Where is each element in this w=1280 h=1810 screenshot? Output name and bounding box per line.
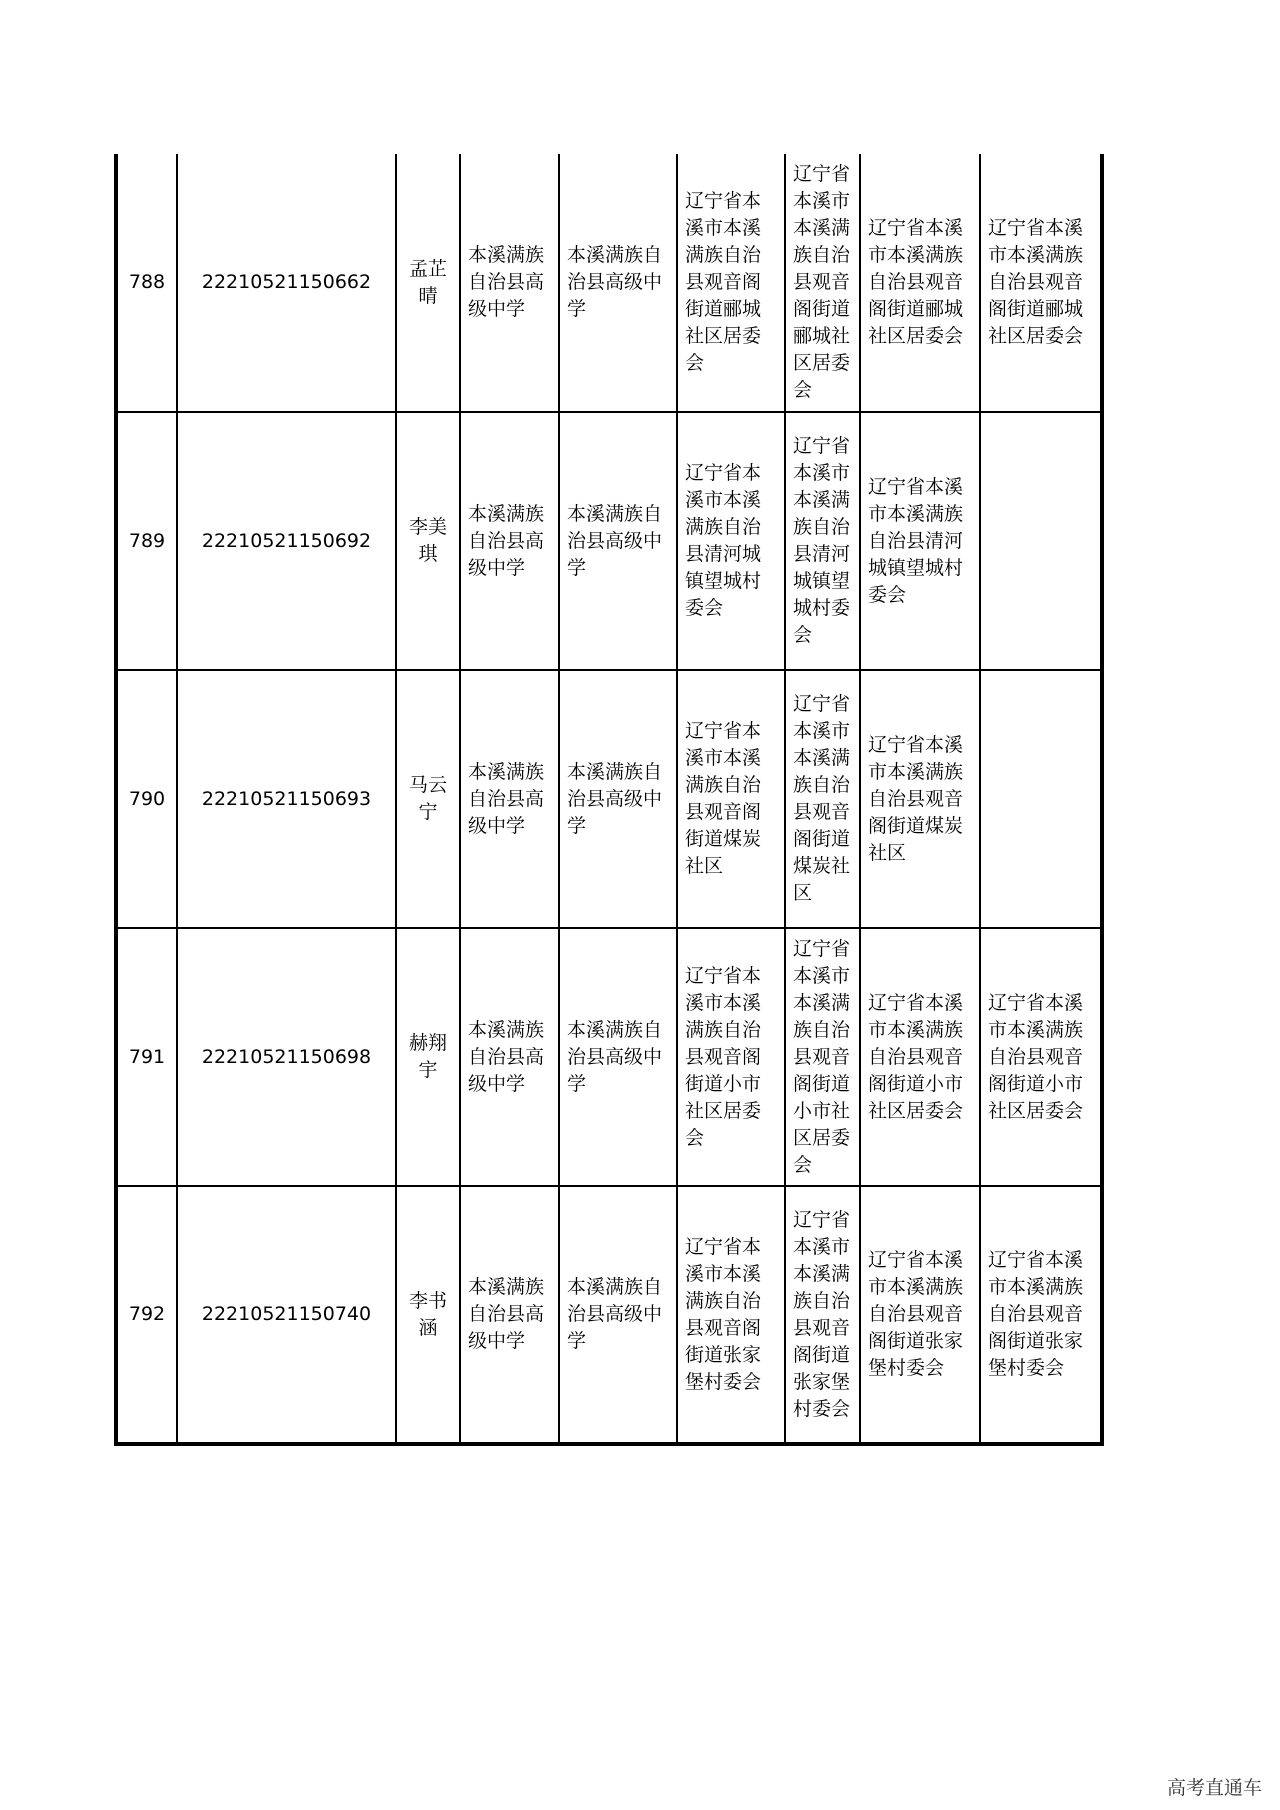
- address-cell-1: 辽宁省本溪市本溪满族自治县观音阁街道小市社区居委会: [677, 928, 785, 1186]
- table-row: [116, 412, 1102, 670]
- address-cell-2: 辽宁省本溪市本溪满族自治县观音阁街道郦城社区居委会: [785, 154, 860, 412]
- address-cell-4: [980, 670, 1102, 928]
- row-number-cell: 790: [116, 670, 177, 928]
- school-cell-2: 本溪满族自治县高级中学: [559, 154, 677, 412]
- row-number-cell: 789: [116, 412, 177, 670]
- school-cell-2: 本溪满族自治县高级中学: [559, 1186, 677, 1444]
- candidate-id-cell: 22210521150662: [177, 154, 396, 412]
- address-cell-2: 辽宁省本溪市本溪满族自治县观音阁街道张家堡村委会: [785, 1186, 860, 1444]
- roster-table: [114, 154, 1104, 1446]
- address-cell-1: 辽宁省本溪市本溪满族自治县观音阁街道郦城社区居委会: [677, 154, 785, 412]
- table-row: [116, 928, 1102, 1186]
- address-cell-3: 辽宁省本溪市本溪满族自治县观音阁街道郦城社区居委会: [860, 154, 980, 412]
- candidate-id-cell: 22210521150698: [177, 928, 396, 1186]
- address-cell-3: 辽宁省本溪市本溪满族自治县观音阁街道煤炭社区: [860, 670, 980, 928]
- address-cell-2: 辽宁省本溪市本溪满族自治县观音阁街道煤炭社区: [785, 670, 860, 928]
- address-cell-3: 辽宁省本溪市本溪满族自治县观音阁街道张家堡村委会: [860, 1186, 980, 1444]
- address-cell-2: 辽宁省本溪市本溪满族自治县清河城镇望城村委会: [785, 412, 860, 670]
- school-cell: 本溪满族自治县高级中学: [460, 1186, 559, 1444]
- address-cell-3: 辽宁省本溪市本溪满族自治县清河城镇望城村委会: [860, 412, 980, 670]
- address-cell-2: 辽宁省本溪市本溪满族自治县观音阁街道小市社区居委会: [785, 928, 860, 1186]
- student-name-cell: 李书涵: [396, 1186, 460, 1444]
- student-name-cell: 李美琪: [396, 412, 460, 670]
- candidate-id-cell: 22210521150740: [177, 1186, 396, 1444]
- table-row: [116, 1186, 1102, 1444]
- address-cell-4: 辽宁省本溪市本溪满族自治县观音阁街道郦城社区居委会: [980, 154, 1102, 412]
- watermark: 高考直通车: [1166, 1777, 1262, 1799]
- student-name-cell: 马云宁: [396, 670, 460, 928]
- school-cell: 本溪满族自治县高级中学: [460, 412, 559, 670]
- row-number-cell: 791: [116, 928, 177, 1186]
- address-cell-1: 辽宁省本溪市本溪满族自治县观音阁街道煤炭社区: [677, 670, 785, 928]
- address-cell-1: 辽宁省本溪市本溪满族自治县观音阁街道张家堡村委会: [677, 1186, 785, 1444]
- school-cell: 本溪满族自治县高级中学: [460, 670, 559, 928]
- row-number-cell: 788: [116, 154, 177, 412]
- address-cell-4: [980, 412, 1102, 670]
- student-name-cell: 赫翔宇: [396, 928, 460, 1186]
- table-row: [116, 670, 1102, 928]
- school-cell-2: 本溪满族自治县高级中学: [559, 928, 677, 1186]
- candidate-id-cell: 22210521150693: [177, 670, 396, 928]
- roster-body: [116, 154, 1102, 1444]
- candidate-id-cell: 22210521150692: [177, 412, 396, 670]
- row-number-cell: 792: [116, 1186, 177, 1444]
- address-cell-4: 辽宁省本溪市本溪满族自治县观音阁街道小市社区居委会: [980, 928, 1102, 1186]
- school-cell-2: 本溪满族自治县高级中学: [559, 412, 677, 670]
- address-cell-1: 辽宁省本溪市本溪满族自治县清河城镇望城村委会: [677, 412, 785, 670]
- school-cell-2: 本溪满族自治县高级中学: [559, 670, 677, 928]
- school-cell: 本溪满族自治县高级中学: [460, 154, 559, 412]
- student-name-cell: 孟芷晴: [396, 154, 460, 412]
- school-cell: 本溪满族自治县高级中学: [460, 928, 559, 1186]
- address-cell-3: 辽宁省本溪市本溪满族自治县观音阁街道小市社区居委会: [860, 928, 980, 1186]
- roster-table-wrapper: [114, 154, 1104, 1446]
- address-cell-4: 辽宁省本溪市本溪满族自治县观音阁街道张家堡村委会: [980, 1186, 1102, 1444]
- table-row: [116, 154, 1102, 412]
